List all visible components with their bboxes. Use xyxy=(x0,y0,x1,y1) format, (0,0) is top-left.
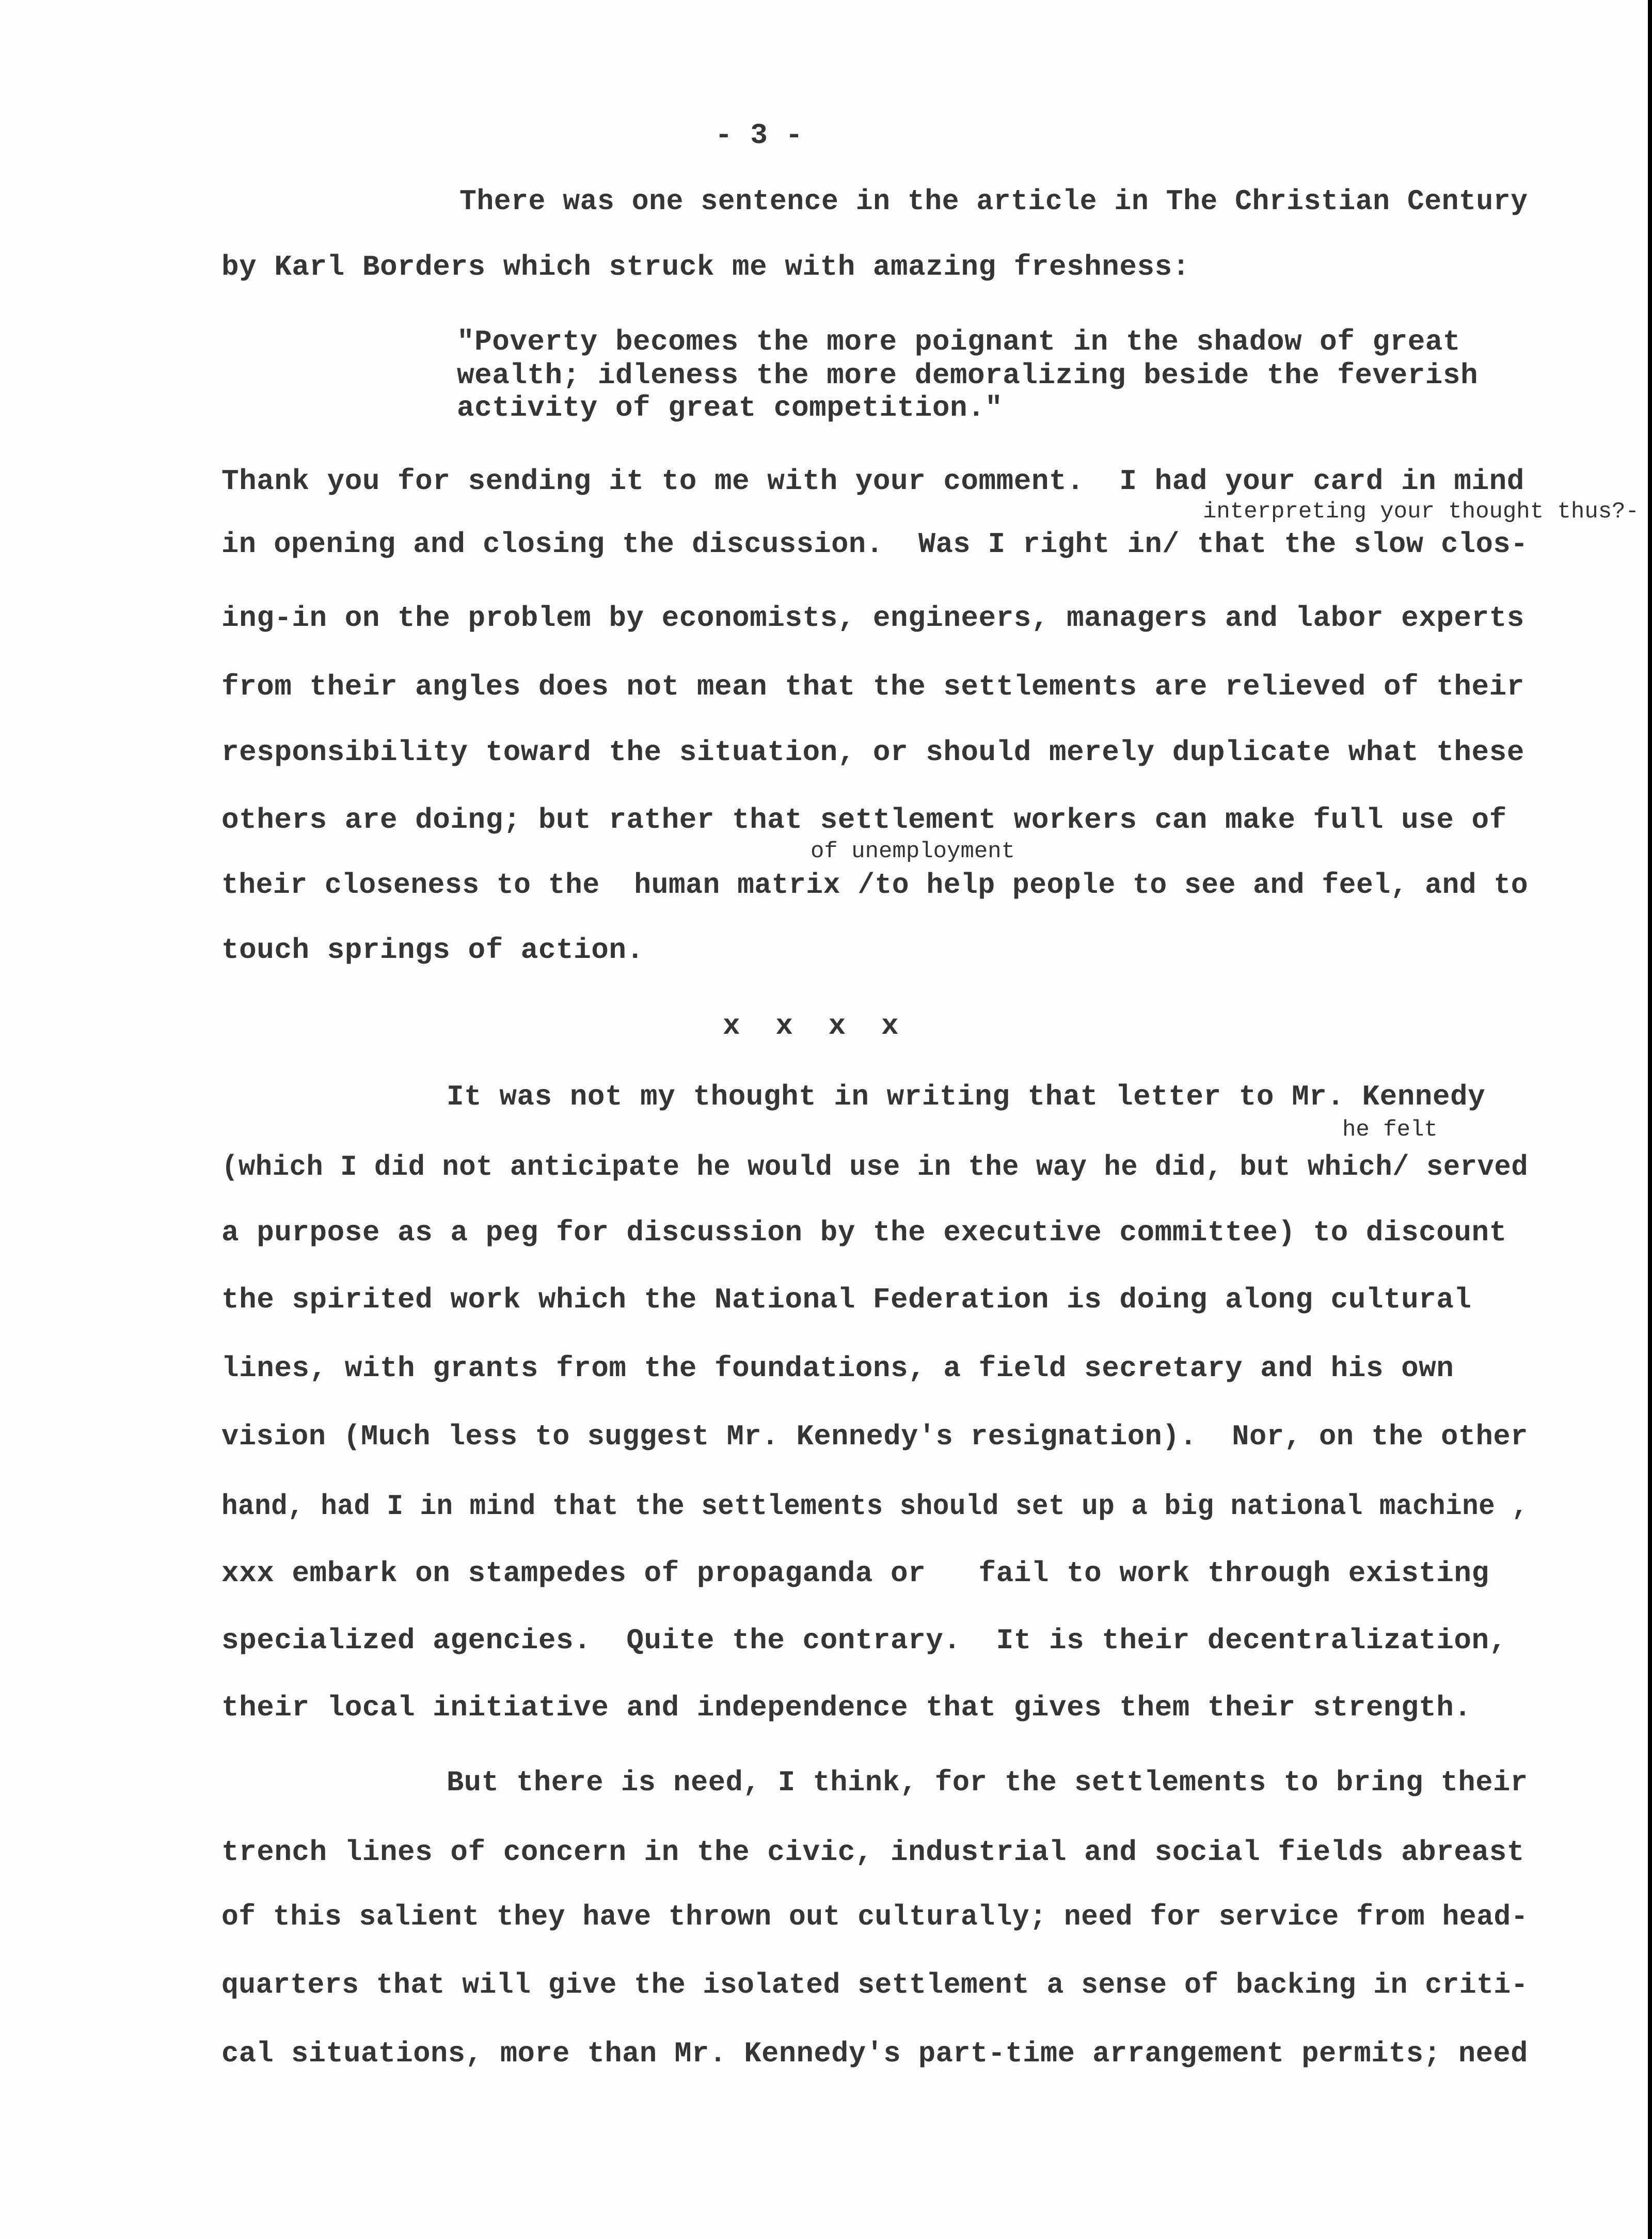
section-separator: x x x x xyxy=(723,1010,899,1043)
paragraph-line: trench lines of concern in the civic, industrial and social fields abreast xyxy=(221,1836,1524,1869)
paragraph-line: touch springs of action. xyxy=(221,934,644,967)
quote-line: "Poverty becomes the more poignant in the shadow of great xyxy=(457,325,1461,358)
paragraph-line: Thank you for sending it to me with your comment. I had your card in mind xyxy=(221,465,1524,498)
paragraph-line: their closeness to the human matrix /to help people to see and feel, and to xyxy=(221,869,1529,902)
paragraph-line: There was one sentence in the article in The Christian Century xyxy=(459,185,1528,218)
handwritten-insertion: he felt xyxy=(1342,1117,1438,1143)
paragraph-line: from their angles does not mean that the settlements are relieved of their xyxy=(221,670,1524,703)
paragraph-line: of this salient they have thrown out culturally; need for service from head- xyxy=(221,1900,1529,1933)
paragraph-line: the spirited work which the National Federation is doing along cultural xyxy=(221,1283,1472,1316)
paragraph-line: hand, had I in mind that the settlements should set up a big national machine , xyxy=(221,1490,1529,1523)
quote-line: activity of great competition." xyxy=(457,391,1003,424)
paragraph-line: by Karl Borders which struck me with amazing freshness: xyxy=(221,250,1190,283)
paragraph-line: cal situations, more than Mr. Kennedy's part-time arrangement permits; need xyxy=(221,2037,1528,2070)
paragraph-line: a purpose as a peg for discussion by the executive committee) to discount xyxy=(221,1216,1507,1249)
page-number: - 3 - xyxy=(715,119,803,152)
paragraph-line: xxx embark on stampedes of propaganda or fail to work through existing xyxy=(221,1557,1489,1590)
paragraph-line: ing-in on the problem by economists, engineers, managers and labor experts xyxy=(221,602,1524,635)
quote-line: wealth; idleness the more demoralizing beside the feverish xyxy=(457,359,1479,392)
paragraph-line: in opening and closing the discussion. Was I right in/ that the slow clos- xyxy=(221,528,1528,561)
handwritten-insertion: of unemployment xyxy=(811,839,1015,864)
paragraph-line: others are doing; but rather that settlement workers can make full use of xyxy=(221,803,1507,837)
handwritten-insertion: interpreting your thought thus?- xyxy=(1203,499,1639,525)
paragraph-line: lines, with grants from the foundations, a field secretary and his own xyxy=(221,1352,1454,1385)
paragraph-line: their local initiative and independence that gives them their strength. xyxy=(221,1691,1472,1724)
paragraph-line: specialized agencies. Quite the contrary. It is their decentralization, xyxy=(221,1624,1507,1657)
paragraph-line: It was not my thought in writing that letter to Mr. Kennedy xyxy=(447,1080,1486,1113)
paragraph-line: responsibility toward the situation, or should merely duplicate what these xyxy=(221,736,1524,769)
page-edge xyxy=(1648,0,1652,2239)
paragraph-line: But there is need, I think, for the settlements to bring their xyxy=(447,1766,1528,1799)
paragraph-line: vision (Much less to suggest Mr. Kennedy's resignation). Nor, on the other xyxy=(221,1420,1528,1453)
paragraph-line: (which I did not anticipate he would use in the way he did, but which/ served xyxy=(221,1150,1529,1184)
paragraph-line: quarters that will give the isolated settlement a sense of backing in criti- xyxy=(221,1968,1529,2001)
